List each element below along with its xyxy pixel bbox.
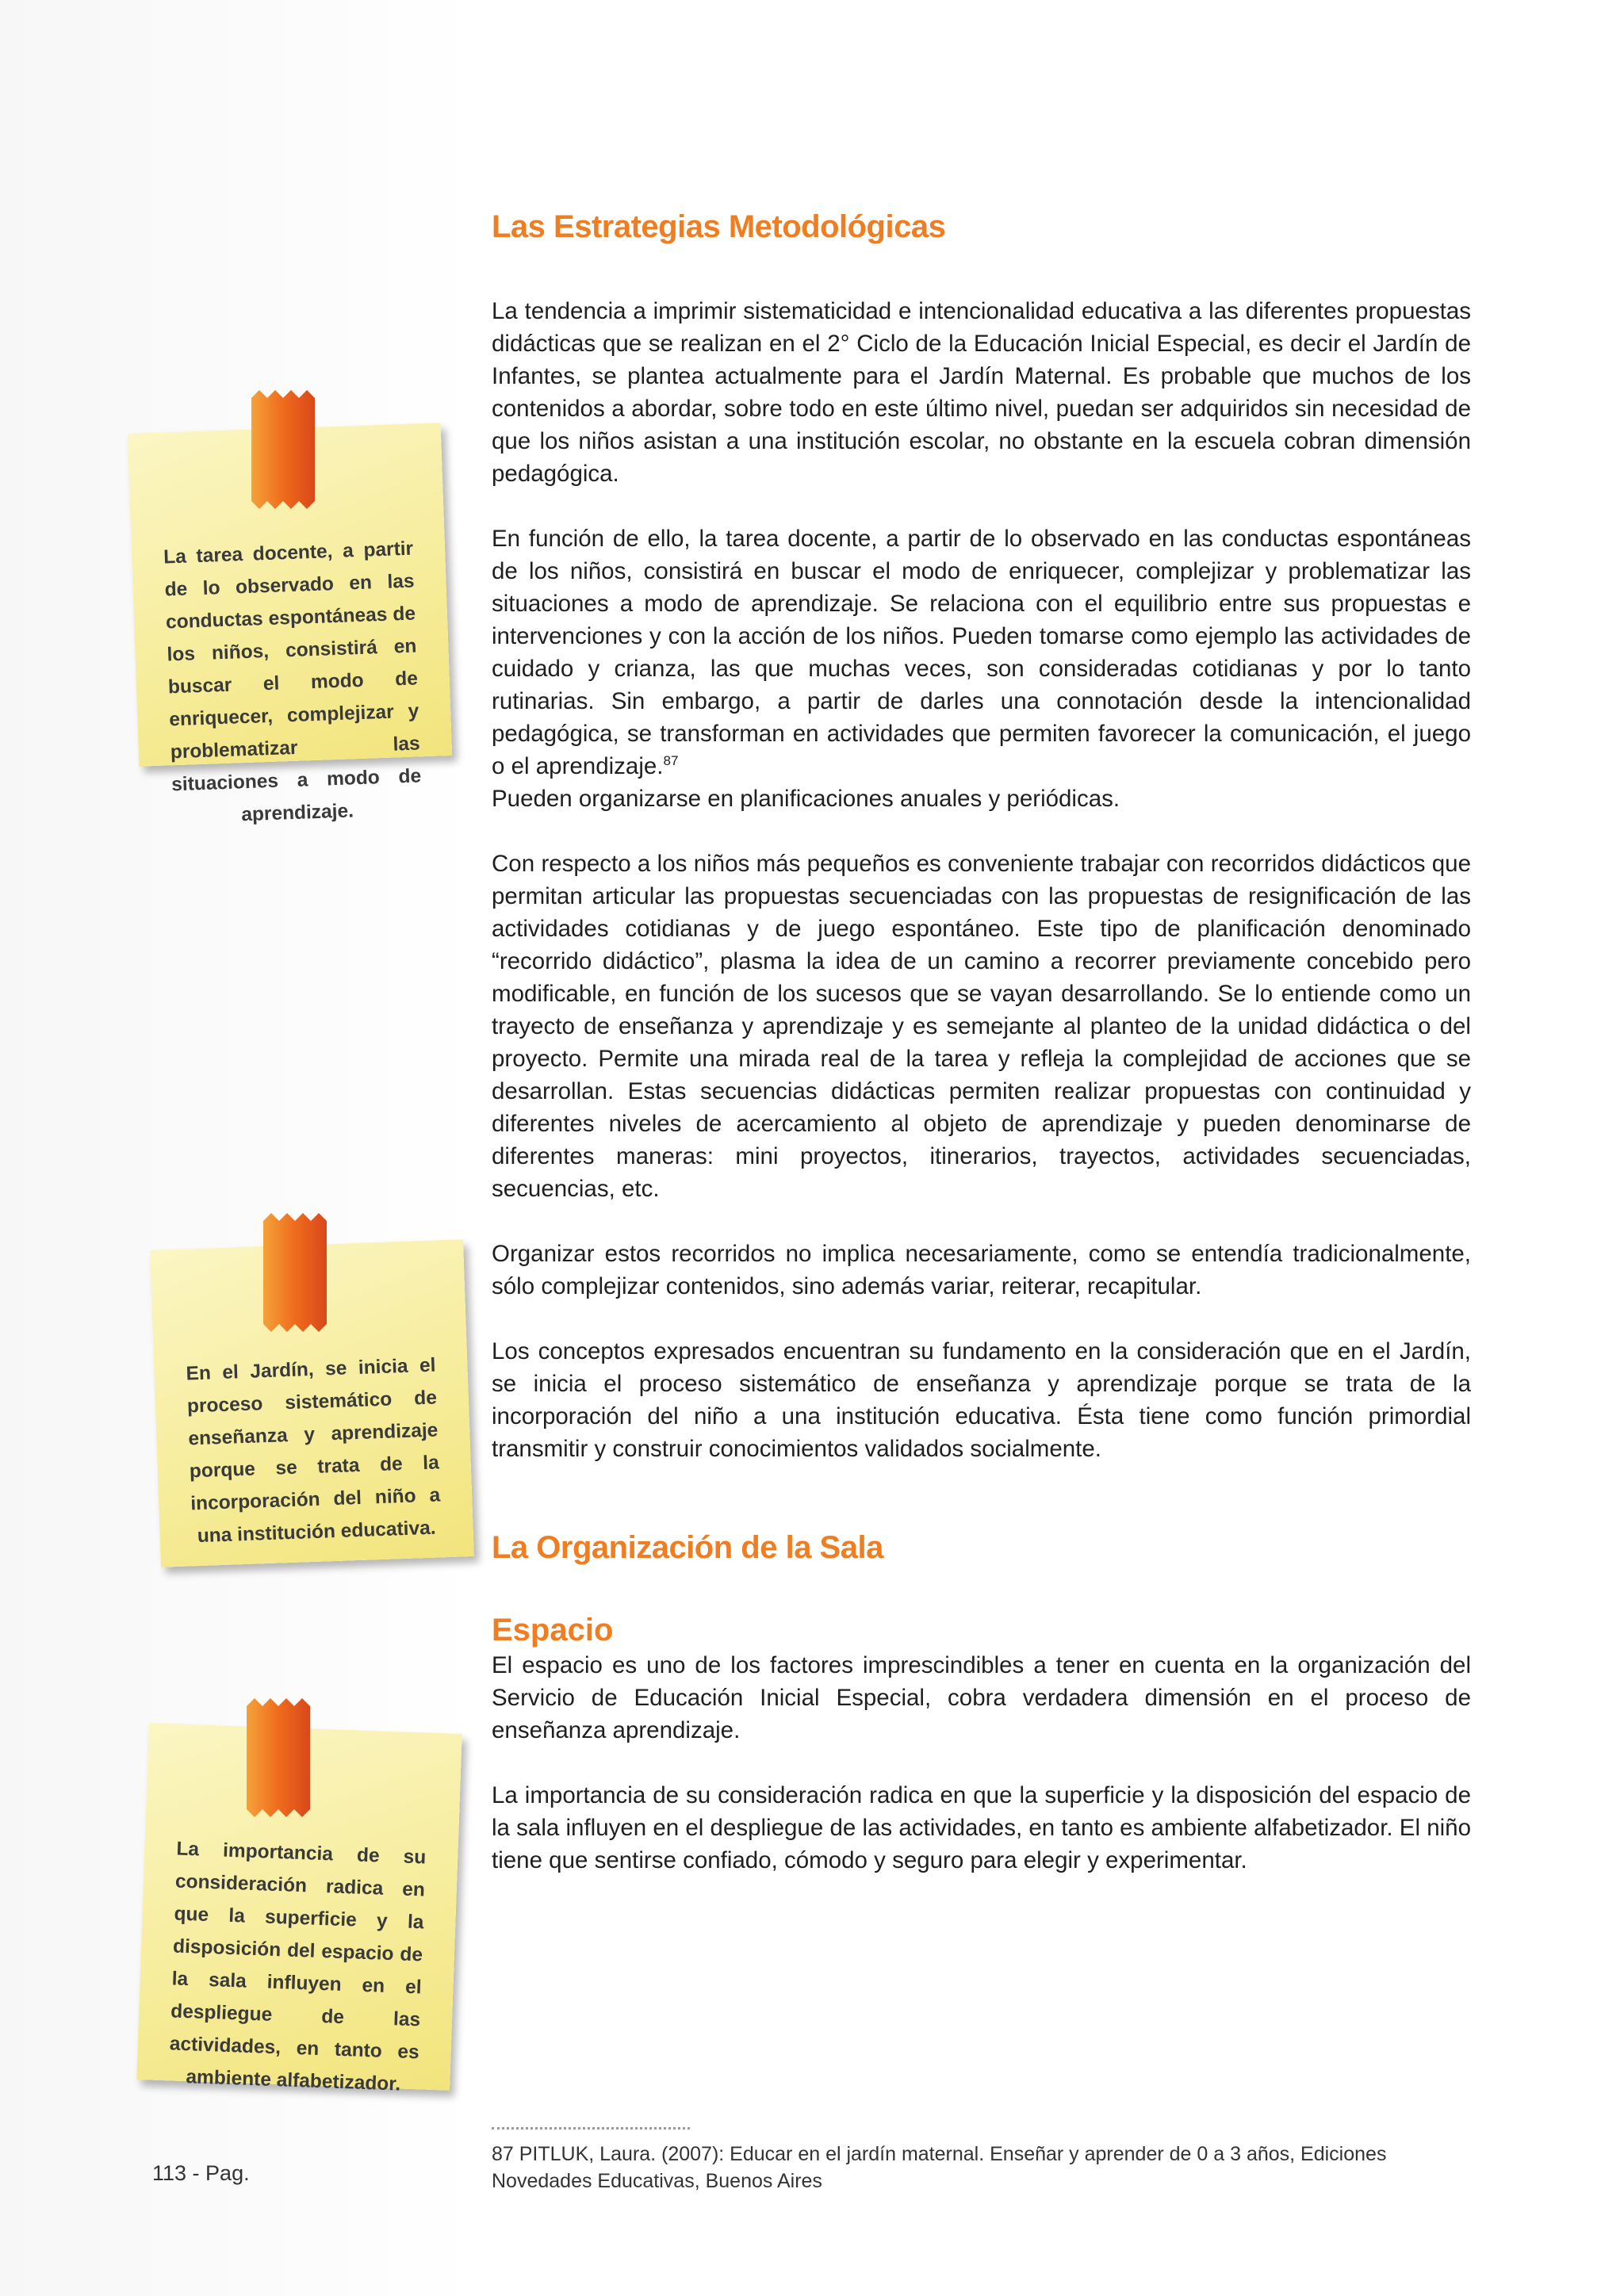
main-content: [492, 208, 1471, 1877]
footnote-divider: [492, 2127, 690, 2133]
footnote-reference: 87: [663, 753, 679, 769]
paragraph: Organizar estos recorridos no implica necesariamente, como se entendía tradicionalmente, sólo complejizar contenidos, sino además variar, reiterar, recapitular.: [492, 1241, 1471, 1299]
tape-icon: [259, 1213, 331, 1332]
tape-icon: [247, 390, 319, 509]
section-heading-estrategias: Las Estrategias Metodológicas: [492, 209, 946, 244]
paragraph: La tendencia a imprimir sistematicidad e intencionalidad educativa a las diferentes propuestas didácticas que se realizan en el 2° Ciclo de la Educación Inicial Especial, es decir el Jardín de Infantes, se plantea actualmente para el Jardín Maternal. Es probable que muchos de los contenidos a abordar, sobre todo en este último nivel, puedan ser adquiridos sin necesidad de que los niños asistan a una institución escolar, no obstante en la escuela cobran dimensión pedagógica.: [492, 298, 1471, 487]
side-note-3-text: La importancia de su consideración radica en que la superficie y la disposición del espacio de la sala influyen en el despliegue de las actividades, en tanto es ambiente alfabetizador.: [169, 1838, 427, 2095]
page-number: 113 - Pag.: [152, 2161, 250, 2185]
paragraph: El espacio es uno de los factores imprescindibles a tener en cuenta en la organización del Servicio de Educación Inicial Especial, cobra verdadera dimensión en el proceso de enseñanza aprendizaje.: [492, 1652, 1471, 1743]
paragraph-text: Pueden organizarse en planificaciones anuales y periódicas.: [492, 786, 1120, 812]
paragraph-text: En función de ello, la tarea docente, a partir de lo observado en las conductas espontáneas de los niños, consistirá en buscar el modo de enriquecer, complejizar y problematizar las situaciones a modo de aprendizaje. Se relaciona con el equilibrio entre sus propuestas e intervenciones y con la acción de los niños. Pueden tomarse como ejemplo las actividades de cuidado y crianza, las que muchas veces, son consideradas cotidianas y por lo tanto rutinarias. Sin embargo, a partir de darles una connotación desde la intencionalidad pedagógica, se transforman en actividades que permiten favorecer la comunicación, el juego o el aprendizaje.: [492, 526, 1471, 779]
paragraph: La importancia de su consideración radica en que la superficie y la disposición del espacio de la sala influyen en el despliegue de las actividades, en tanto es ambiente alfabetizador. El niño tiene que sentirse confiado, cómodo y seguro para elegir y experimentar.: [492, 1782, 1471, 1873]
paragraph: Los conceptos expresados encuentran su fundamento en la consideración que en el Jardín, se inicia el proceso sistemático de enseñanza y aprendizaje porque se trata de la incorporación del niño a una institución educativa. Ésta tiene como función primordial transmitir y construir conocimientos validados socialmente.: [492, 1338, 1471, 1462]
section-heading-organizacion: La Organización de la Sala: [492, 1530, 883, 1565]
side-note-2-text: En el Jardín, se inicia el proceso sistemático de enseñanza y aprendizaje porque se trata de la incorporación del niño a una institución educativa.: [186, 1354, 441, 1548]
paragraph: [492, 522, 1471, 815]
footnote: 87 PITLUK, Laura. (2007): Educar en el jardín maternal. Enseñar y aprender de 0 a 3 años, Ediciones Novedades Educativas, Buenos Aires: [492, 2143, 1387, 2192]
paragraph: Con respecto a los niños más pequeños es conveniente trabajar con recorridos didácticos que permitan articular las propuestas secuenciadas con las propuestas de resignificación de las actividades cotidianas y de juego espontáneo. Este tipo de planificación denominado “recorrido didáctico”, plasma la idea de un camino a recorrer previamente concebido pero modificable, en función de los sucesos que se vayan desarrollando. Se lo entiende como un trayecto de enseñanza y aprendizaje y es semejante al planteo de la unidad didáctica o del proyecto. Permite una mirada real de la tarea y refleja la complejidad de acciones que se desarrollan. Estas secuencias didácticas permiten realizar propuestas con continuidad y diferentes niveles de acercamiento al objeto de aprendizaje y pueden denominarse de diferentes maneras: mini proyectos, itinerarios, trayectos, actividades secuenciadas, secuencias, etc.: [492, 851, 1471, 1202]
subheading-espacio: Espacio: [492, 1613, 614, 1647]
tape-icon: [243, 1698, 314, 1817]
side-note-1-text: La tarea docente, a partir de lo observado en las conductas espontáneas de los niños, consistirá en buscar el modo de enriquecer, complejizar y problematizar las situaciones a modo de aprendizaje.: [163, 538, 422, 826]
